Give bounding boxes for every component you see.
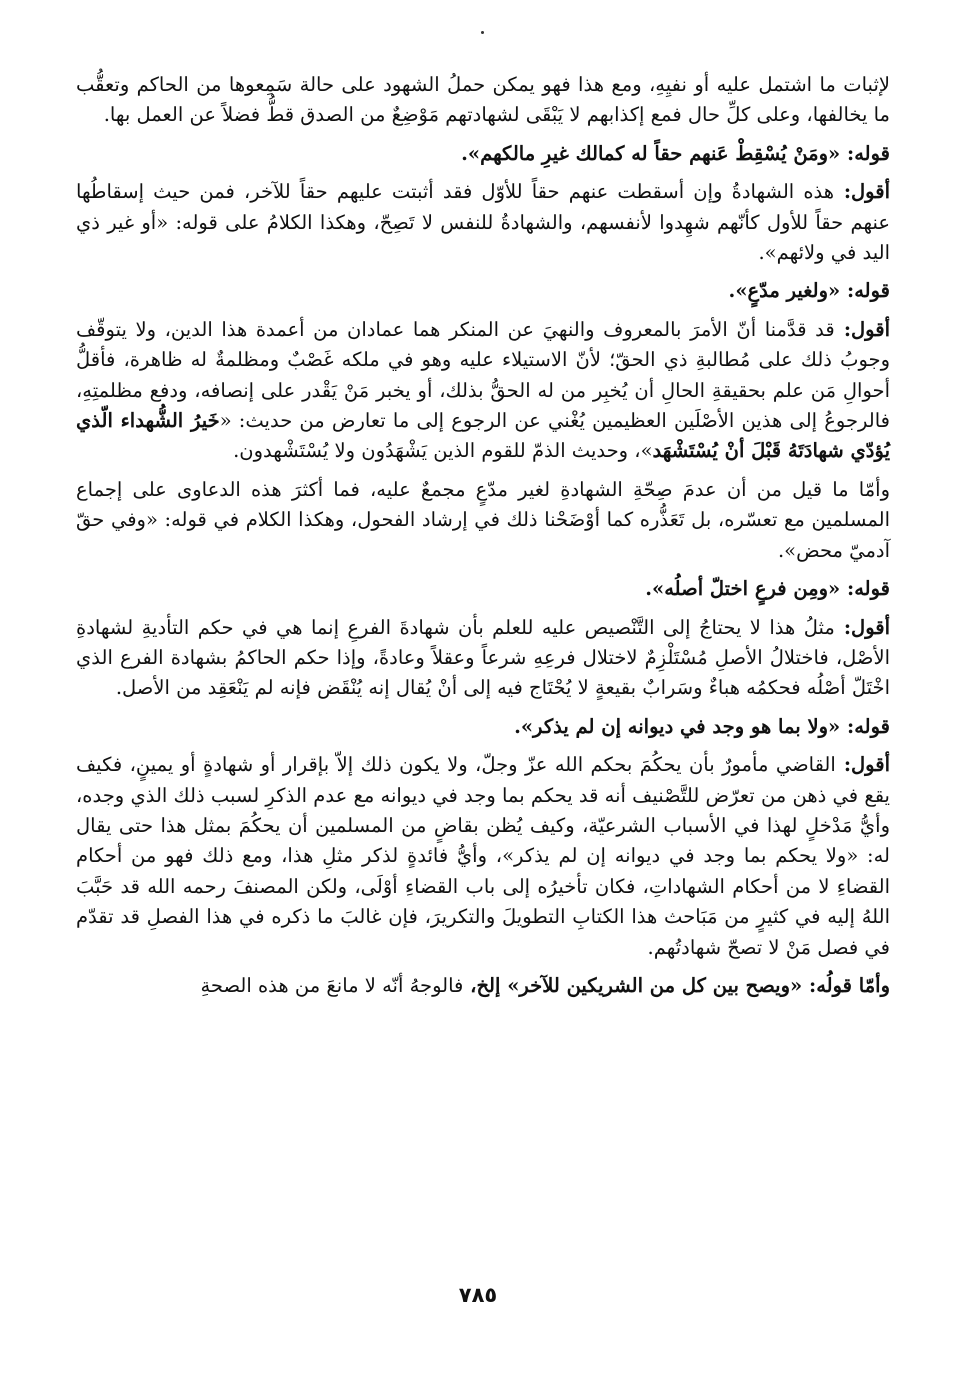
paragraph-text: »، وحديث الذمّ للقوم الذين يَشْهَدُون ولا يُسْتَشْهدون. [233,439,653,463]
quote-text: قوله: «ولا بما هو وجد في ديوانه إن لم يذكر». [514,714,890,738]
commentary-paragraph [76,750,890,963]
quote-heading [76,712,890,742]
quote-text: «ويصح بين كل من الشريكين للآخر» إلخ، [463,973,803,997]
commentary-paragraph [76,971,890,1001]
commentary-label: أقول: [835,753,890,777]
paragraph-text: وأمّا ما قيل من أن عدمَ صِحّةِ الشهادةِ لغير مدّعٍ مجمعٌ عليه، فما أكثرَ هذه الدعاوى على إجماع المسلمين مع تعسّره، بل تَعَذُّره كما أوْضَحْنا ذلك في إرشاد الفحول، وهكذا الكلام في قوله: «وفي حقّ آدميّ محض». [76,477,890,562]
paragraph-text: القاضي مأمورٌ بأن يحكُمَ بحكم الله عزّ وجلّ، ولا يكون ذلك إلاّ بإقرار أو شهادةٍ أو يمينٍ، فكيف يقع في ذهن من تعرّض للتَّصْنيف أنه قد يحكم بما وجد في ديوانه مع عدم الذكرِ لسبب ذلك الذي وجده، وأيُّ مَدْخلٍ لهذا في الأسباب الشرعيّة، وكيف يُظن بقاضٍ من المسلمين أن يحكُمَ بمثل هذا حتى يقال له: «ولا يحكم بما وجد في ديوانه إن لم يذكر»، وأيُّ فائدةٍ لذكر مثلِ هذا، ومع ذلك فهو من أحكام القضاءِ لا من أحكام الشهاداتِ، فكان تأخيرُه إلى باب القضاءِ أوْلَى، ولكن المصنفَ رحمه الله قد حَبَّبَ اللهُ إليه في كثيرٍ من مَبَاحث هذا الكتابِ التطويلَ والتكريرَ، فإن غالبَ ما ذكره في هذا الفصلِ قد تقدّم في فصل مَنْ لا تصحّ شهادتُهم. [76,753,890,959]
hadith-quote: خَيرُ الشُّهداء الّذي يُؤدّي شهادَتَهُ قَبْلَ أنْ يُسْتَشْهَد [76,409,890,463]
quote-text: قوله: «ومِن فرعٍ اختلّ أصلُه». [645,577,890,601]
quote-heading [76,139,890,169]
paragraph-text: فالوجهُ أنّه لا مانعَ من هذه الصحةِ [200,973,464,997]
quote-text: قوله: «ومَنْ يُسْقِطْ عَنهم حقاً له كمالك غيرِ مالكهم». [461,141,890,165]
paragraph-text: قد قدَّمنا أنّ الأمرَ بالمعروف والنهيَ عن المنكر هما عمادان من أعمدة هذا الدين، ولا يتوقّف وجوبُ ذلك على مُطالبةِ ذي الحقّ؛ لأنّ الاستيلاء عليه وهو في ملكه غَصْبٌ ومظلمةٌ له ظاهرة، فأقلُّ أحوالِ مَن علم بحقيقةِ الحالِ أن يُخبِر من له الحقُّ بذلك، أو يخبر مَنْ يَقْدر على إنصافه، ودفع مظلمتِهِ، فالرجوعُ إلى هذين الأصْلَين العظيمين يُغْني عن الرجوع إلى ما تعارض من حديث: « [76,317,890,433]
page-body [76,70,890,1001]
paragraph-intro [76,70,890,131]
commentary-label: وأمّا قولُه: [802,973,890,997]
commentary-label: أقول: [834,317,891,341]
quote-heading [76,574,890,604]
commentary-paragraph [76,177,890,268]
quote-text: قوله: «ولغير مدّعٍ». [728,279,890,303]
paragraph-text: مثلُ هذا لا يحتاجُ إلى التَّنْصيص عليه للعلم بأن شهادةَ الفرعِ إنما هي في حكم التأديةِ لشهادةِ الأصْل، فاختلالُ الأصلِ مُسْتَلْزِمٌ لاختلال فرعِهِ شرعاً وعقلاً وعادةً، وإذا حكم الحاكمُ بشهادة الفرع الذي اخْتَلّ أصْلُه فحكمُه هباءٌ وسَرابٌ بقيعةٍ لا يُحْتَاج فيه إلى أنْ يُقال إنه يُنْقَض فإنه لم يَنْعَقِد من الأصل. [76,615,890,700]
commentary-label: أقول: [834,615,891,639]
commentary-paragraph [76,315,890,467]
paragraph-text: لإثبات ما اشتمل عليه أو نفيِهِ، ومع هذا فهو يمكن حملُ الشهود على حالة سَمِعوها من الحاكم وتعقُّب ما يخالفها، وعلى كلِّ حال فمع إكذابهم لا يَبْقَى لشهادتهم مَوْضِعٌ من الصدق قطُّ فضلاً عن العمل بها. [76,73,890,127]
paragraph-body [76,475,890,566]
scan-speck [481,31,484,34]
paragraph-text: هذه الشهادةُ وإن أسقطت عنهم حقاً للأوّل فقد أثبتت عليهم حقاً للآخر، فمن حيث إسقاطُها عنهم حقاً للأول كأنّهم شهِدوا لأنفسهم، والشهادةُ للنفس لا تَصِحّ، وهكذا الكلامُ على قوله: «أو غير ذي اليد في ولائهم». [76,180,890,265]
commentary-paragraph [76,613,890,704]
quote-heading [76,276,890,306]
page-number: ٧٨٥ [458,1283,498,1307]
commentary-label: أقول: [834,180,890,204]
